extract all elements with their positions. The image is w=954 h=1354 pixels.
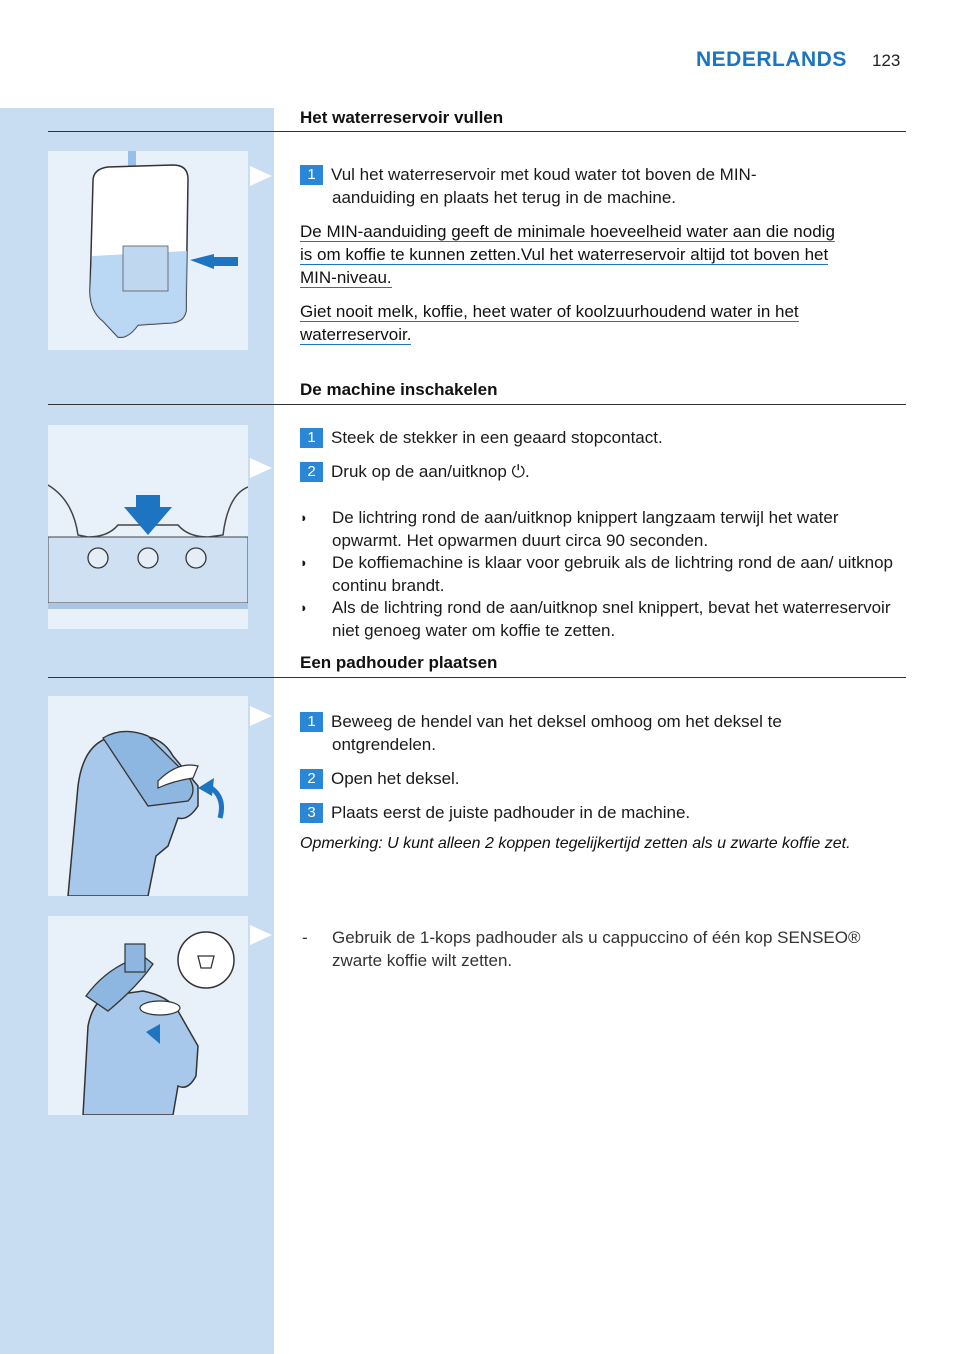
step-pad-3 — [300, 801, 900, 824]
step-number: 1 — [300, 165, 323, 185]
step-text: Plaats eerst de juiste padhouder in de machine. — [331, 803, 691, 822]
step-text: Vul het waterreservoir met koud water tot boven de MIN- — [331, 165, 757, 184]
bullet-item — [300, 596, 906, 642]
step-number: 1 — [300, 428, 323, 448]
info-paragraph-min — [300, 220, 835, 289]
step-pad-2 — [300, 767, 900, 790]
step-switch-1 — [300, 426, 900, 449]
warning-paragraph — [300, 300, 799, 346]
step-text: Druk op de aan/uitknop ⏻. — [331, 462, 530, 481]
para-line: waterreservoir. — [300, 325, 412, 344]
step-number: 3 — [300, 803, 323, 823]
water-tank-illustration — [48, 151, 248, 350]
step-pad-1 — [300, 710, 900, 756]
note-text: Opmerking: U kunt alleen 2 koppen tegelijkertijd zetten als u zwarte koffie zet. — [300, 835, 851, 852]
step-text: Beweeg de hendel van het deksel omhoog om het deksel te — [331, 712, 782, 731]
para-line: De MIN-aanduiding geeft de minimale hoeveelheid water aan die nodig — [300, 222, 835, 241]
section-title-fill-tank: Het waterreservoir vullen — [300, 108, 504, 127]
bullet-text: De lichtring rond de aan/uitknop knippert langzaam terwijl het water opwarmt. Het opwarmen duurt circa 90 seconden. — [332, 508, 839, 550]
bullet-item — [300, 506, 906, 552]
bullet-icon: ◗ — [300, 510, 308, 525]
dash-mark: - — [302, 928, 308, 947]
section-title-pad-holder: Een padhouder plaatsen — [300, 653, 498, 672]
dash-text: Gebruik de 1-kops padhouder als u cappuccino of één kop SENSEO® zwarte koffie wilt zetten. — [332, 928, 861, 970]
figure-water-tank — [48, 151, 248, 350]
step-number: 2 — [300, 769, 323, 789]
step-text: Steek de stekker in een geaard stopcontact. — [331, 428, 663, 447]
step-switch-2 — [300, 460, 900, 483]
step-fill-1 — [300, 163, 900, 209]
pad-holder-illustration — [48, 916, 248, 1115]
para-line: is om koffie te kunnen zetten.Vul het waterreservoir altijd tot boven het — [300, 245, 829, 264]
step-text-cont: ontgrendelen. — [332, 735, 436, 754]
figure-pointer — [250, 166, 272, 186]
control-panel-illustration — [48, 425, 248, 629]
lid-open-illustration — [48, 696, 248, 896]
figure-control-panel — [48, 425, 248, 629]
page-number: 123 — [872, 51, 901, 70]
step-text: Open het deksel. — [331, 769, 460, 788]
figure-pad-holder — [48, 916, 248, 1115]
para-line: MIN-niveau. — [300, 268, 392, 287]
bullet-icon: ◗ — [300, 555, 308, 570]
section-title-switch-on: De machine inschakelen — [300, 380, 498, 399]
section-rule — [48, 131, 906, 132]
bullet-icon: ◗ — [300, 600, 308, 615]
figure-pointer — [250, 458, 272, 478]
section-rule — [48, 677, 906, 678]
figure-pointer — [250, 706, 272, 726]
step-number: 1 — [300, 712, 323, 732]
para-line: Giet nooit melk, koffie, heet water of koolzuurhoudend water in het — [300, 302, 799, 321]
figure-lid-open — [48, 696, 248, 896]
step-text-cont: aanduiding en plaats het terug in de machine. — [332, 188, 677, 207]
bullet-text: De koffiemachine is klaar voor gebruik als de lichtring rond de aan/ uitknop continu brandt. — [332, 553, 893, 595]
bullet-text: Als de lichtring rond de aan/uitknop snel knippert, bevat het waterreservoir niet genoeg water om koffie te zetten. — [332, 598, 891, 640]
section-rule — [48, 404, 906, 405]
dash-item — [300, 926, 906, 972]
step-number: 2 — [300, 462, 323, 482]
figure-pointer — [250, 925, 272, 945]
bullet-item — [300, 551, 906, 597]
language-header: NEDERLANDS — [696, 48, 847, 71]
